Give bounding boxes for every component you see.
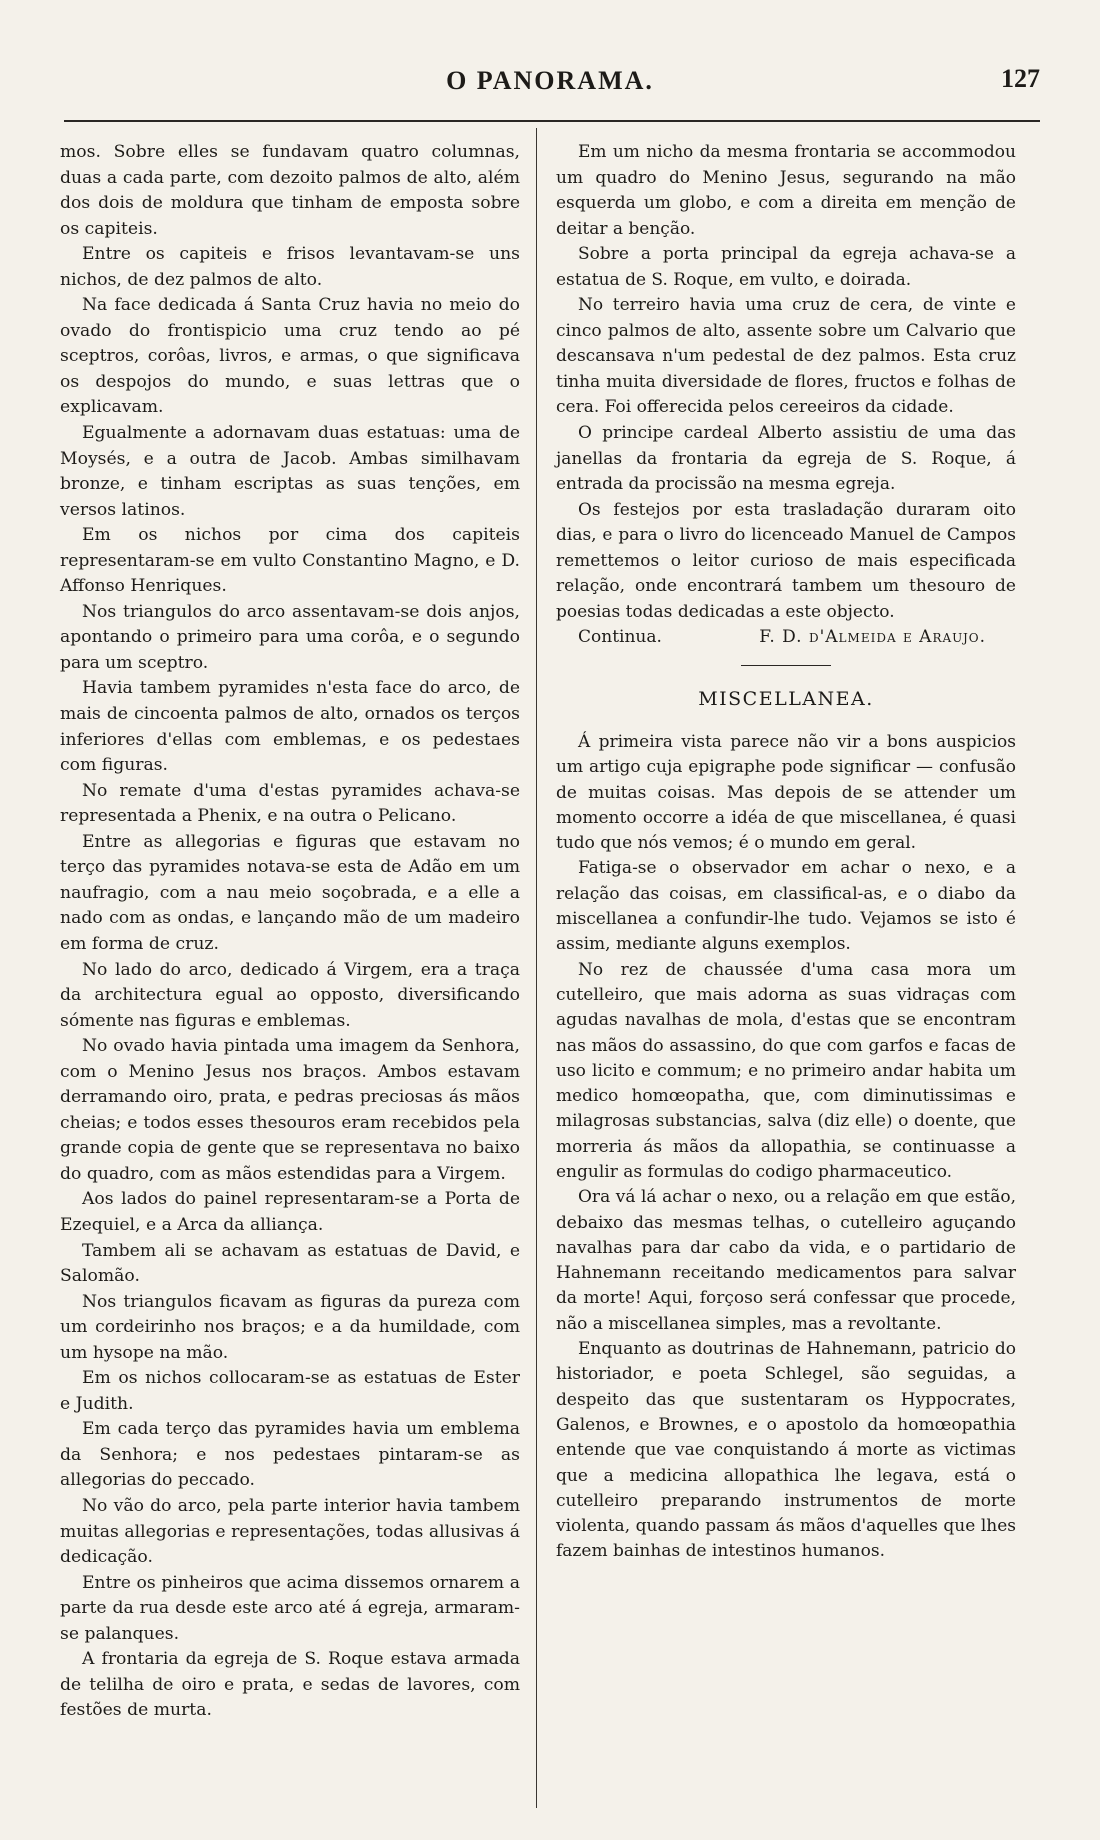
paragraph: Na face dedicada á Santa Cruz havia no meio do ovado do frontispicio uma cruz tendo ao pé sceptros, corôas, livros, e armas, o que significava os despojos do mundo, e suas lettras que o explicavam. (60, 295, 520, 418)
paragraph: Os festejos por esta trasladação duraram oito dias, e para o livro do licenceado Manuel de Campos remettemos o leitor curioso de mais especificada relação, onde encontrará tambem um thesouro de poesias todas dedicadas a este objecto. (556, 499, 1016, 622)
paragraph: Aos lados do painel representaram-se a Porta de Ezequiel, e a Arca da alliança. (60, 1189, 520, 1235)
paragraph: No vão do arco, pela parte interior havia tambem muitas allegorias e representações, todas allusivas á dedicação. (60, 1495, 520, 1568)
page-number: 127 (1001, 64, 1040, 93)
paragraph: No lado do arco, dedicado á Virgem, era a traça da architectura egual ao opposto, diversificando sómente nas figuras e emblemas. (60, 959, 520, 1031)
column-divider (536, 128, 537, 1808)
paragraph: Em os nichos por cima dos capiteis representaram-se em vulto Constantino Magno, e D. Affonso Henriques. (60, 525, 520, 597)
publication-title: O PANORAMA. (446, 66, 654, 95)
right-column (556, 140, 1016, 1565)
paragraph: Á primeira vista parece não vir a bons auspicios um artigo cuja epigraphe pode significar — confusão de muitas coisas. Mas depois de se attender um momento occorre a idéa de que miscellanea, é quasi tudo que nós vemos; é o mundo em geral. (556, 731, 1016, 854)
section-rule (741, 665, 831, 666)
paragraph: No ovado havia pintada uma imagem da Senhora, com o Menino Jesus nos braços. Ambos estavam derramando oiro, prata, e pedras preciosas ás mãos cheias; e todos esses thesouros eram recebidos pela grande copia de gente que se representava no baixo do quadro, com as mãos estendidas para a Virgem. (60, 1036, 520, 1184)
paragraph: Fatiga-se o observador em achar o nexo, e a relação das coisas, em classifical-as, e o diabo da miscellanea a confundir-lhe tudo. Vejamos se isto é assim, mediante alguns exemplos. (556, 858, 1016, 955)
paragraph: O principe cardeal Alberto assistiu de uma das janellas da frontaria da egreja de S. Roque, á entrada da procissão na mesma egreja. (556, 423, 1016, 495)
paragraph: Em cada terço das pyramides havia um emblema da Senhora; e nos pedestaes pintaram-se as allegorias do peccado. (60, 1419, 520, 1491)
paragraph: Tambem ali se achavam as estatuas de David, e Salomão. (60, 1240, 520, 1287)
paragraph: Entre os capiteis e frisos levantavam-se uns nichos, de dez palmos de alto. (60, 244, 520, 290)
author-name: F. D. d'Almeida e Araujo. (759, 627, 986, 648)
paragraph: Em os nichos collocaram-se as estatuas de Ester e Judith. (60, 1368, 520, 1414)
paragraph: Nos triangulos ficavam as figuras da pureza com um cordeirinho nos braços; e a da humildade, com um hysope na mão. (60, 1291, 520, 1363)
paragraph: A frontaria da egreja de S. Roque estava armada de telilha de oiro e prata, e sedas de lavores, com festões de murta. (60, 1649, 520, 1721)
left-column (60, 140, 520, 1724)
paragraph: Em um nicho da mesma frontaria se accommodou um quadro do Menino Jesus, segurando na mão esquerda um globo, e com a direita em menção de deitar a benção. (556, 142, 1016, 239)
paragraph: No terreiro havia uma cruz de cera, de vinte e cinco palmos de alto, assente sobre um Calvario que descansava n'um pedestal de dez palmos. Esta cruz tinha muita diversidade de flores, fructos e folhas de cera. Foi offerecida pelos cereeiros da cidade. (556, 295, 1016, 418)
paragraph: No rez de chaussée d'uma casa mora um cutelleiro, que mais adorna as suas vidraças com agudas navalhas de mola, d'estas que se encontram nas mãos do assassino, do que com garfos e facas de uso licito e commum; e no primeiro andar habita um medico homœopatha, que, com diminutissimas e milagrosas substancias, salva (diz elle) o doente, que morreria ás mãos da allopathia, se continuasse a engulir as formulas do codigo pharmaceutico. (556, 959, 1016, 1182)
paragraph: Havia tambem pyramides n'esta face do arco, de mais de cincoenta palmos de alto, ornados os terços inferiores d'ellas com emblemas, e os pedestaes com figuras. (60, 678, 520, 776)
section-heading: MISCELLANEA. (698, 687, 874, 710)
paragraph: Enquanto as doutrinas de Hahnemann, patricio do historiador, e poeta Schlegel, são seguidas, a despeito das que sustentaram os Hyppocrates, Galenos, e Brownes, e o apostolo da homœopathia entende que vae conquistando á morte as victimas que a medicina allopathica lhe legava, está o cutelleiro preparando instrumentos de morte violenta, quando passam ás mãos d'aquelles que lhes fazem bainhas de intestinos humanos. (556, 1339, 1016, 1562)
paragraph: mos. Sobre elles se fundavam quatro columnas, duas a cada parte, com dezoito palmos de alto, além dos dois de moldura que tinham de emposta sobre os capiteis. (60, 142, 520, 239)
paragraph: Ora vá lá achar o nexo, ou a relação em que estão, debaixo das mesmas telhas, o cutelleiro aguçando navalhas para dar cabo da vida, e o partidario de Hahnemann receitando medicamentos para salvar da morte! Aqui, forçoso será confessar que procede, não a miscellanea simples, mas a revoltante. (556, 1187, 1016, 1334)
paragraph: Nos triangulos do arco assentavam-se dois anjos, apontando o primeiro para uma corôa, e o segundo para um sceptro. (60, 601, 520, 673)
header-rule (64, 120, 1040, 122)
paragraph: Entre os pinheiros que acima dissemos ornarem a parte da rua desde este arco até á egreja, armaram-se palanques. (60, 1572, 520, 1644)
article-signature (556, 625, 1016, 651)
continua-label: Continua. (578, 627, 662, 648)
paragraph: No remate d'uma d'estas pyramides achava-se representada a Phenix, e na outra o Pelicano. (60, 780, 520, 827)
paragraph: Sobre a porta principal da egreja achava-se a estatua de S. Roque, em vulto, e doirada. (556, 244, 1016, 290)
paragraph: Egualmente a adornavam duas estatuas: uma de Moysés, e a outra de Jacob. Ambas similhavam bronze, e tinham escriptas as suas tenções, em versos latinos. (60, 423, 520, 520)
page-header (60, 62, 1040, 102)
paragraph: Entre as allegorias e figuras que estavam no terço das pyramides notava-se esta de Adão em um naufragio, com a nau meio soçobrada, e a elle a nado com as ondas, e lançando mão de um madeiro em forma de cruz. (60, 831, 520, 954)
